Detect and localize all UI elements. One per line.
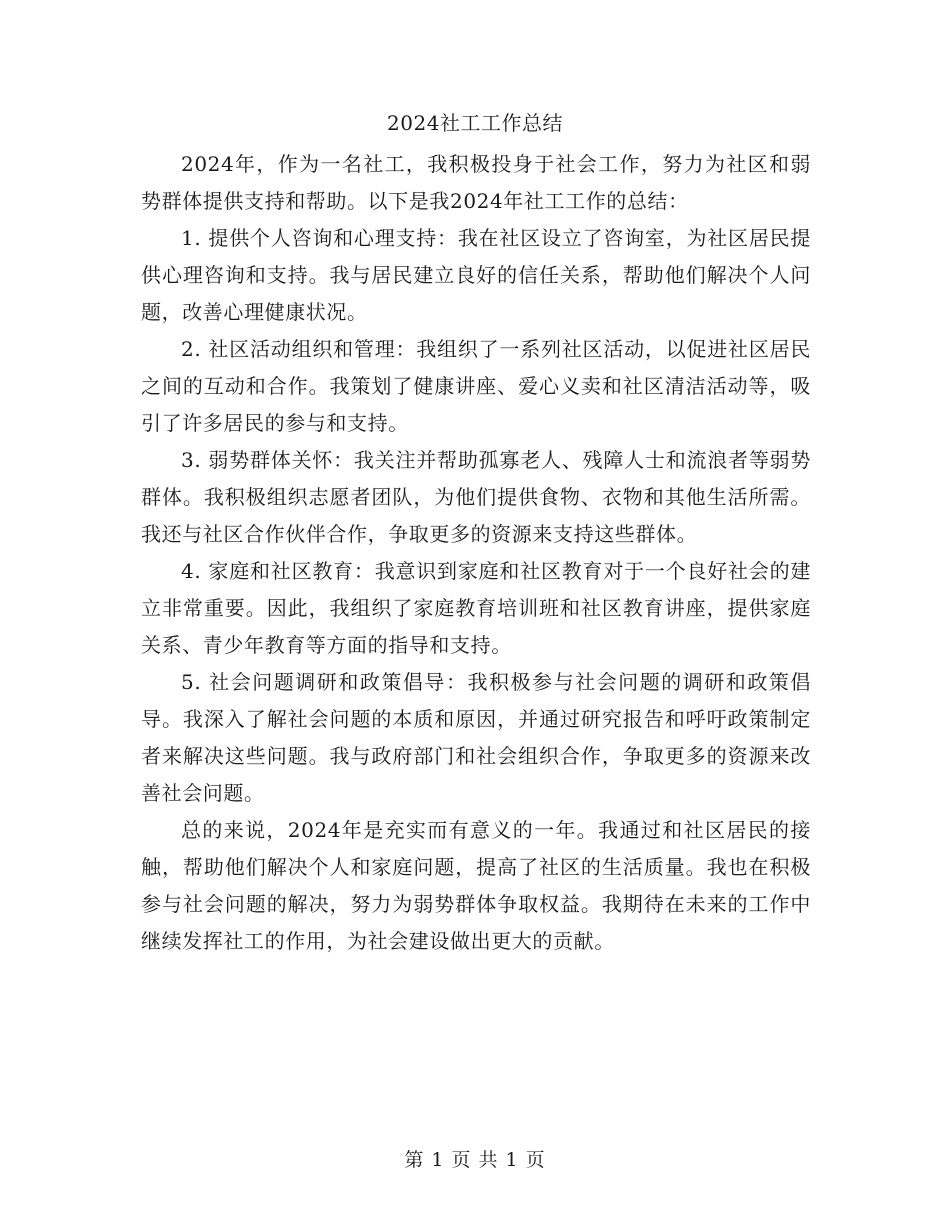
document-body [141, 146, 811, 960]
item-4-paragraph: 4. 家庭和社区教育：我意识到家庭和社区教育对于一个良好社会的建立非常重要。因此，我组织了家庭教育培训班和社区教育讲座，提供家庭关系、青少年教育等方面的指导和支持。 [141, 559, 811, 657]
item-1-paragraph: 1. 提供个人咨询和心理支持：我在社区设立了咨询室，为社区居民提供心理咨询和支持。我与居民建立良好的信任关系，帮助他们解决个人问题，改善心理健康状况。 [141, 226, 811, 324]
page-number-footer: 第 1 页 共 1 页 [404, 1149, 546, 1171]
item-5-paragraph: 5. 社会问题调研和政策倡导：我积极参与社会问题的调研和政策倡导。我深入了解社会问题的本质和原因，并通过研究报告和呼吁政策制定者来解决这些问题。我与政府部门和社会组织合作，争取更多的资源来改善社会问题。 [141, 670, 811, 805]
document-title: 2024社工工作总结 [387, 111, 563, 135]
item-3-paragraph: 3. 弱势群体关怀：我关注并帮助孤寡老人、残障人士和流浪者等弱势群体。我积极组织志愿者团队，为他们提供食物、衣物和其他生活所需。我还与社区合作伙伴合作，争取更多的资源来支持这些群体。 [141, 448, 811, 546]
item-2-paragraph: 2. 社区活动组织和管理：我组织了一系列社区活动，以促进社区居民之间的互动和合作。我策划了健康讲座、爱心义卖和社区清洁活动等，吸引了许多居民的参与和支持。 [141, 337, 811, 435]
intro-paragraph: 2024年，作为一名社工，我积极投身于社会工作，努力为社区和弱势群体提供支持和帮助。以下是我2024年社工工作的总结： [141, 152, 811, 213]
conclusion-paragraph: 总的来说，2024年是充实而有意义的一年。我通过和社区居民的接触，帮助他们解决个人和家庭问题，提高了社区的生活质量。我也在积极参与社会问题的解决，努力为弱势群体争取权益。我期待在未来的工作中继续发挥社工的作用，为社会建设做出更大的贡献。 [141, 818, 811, 953]
